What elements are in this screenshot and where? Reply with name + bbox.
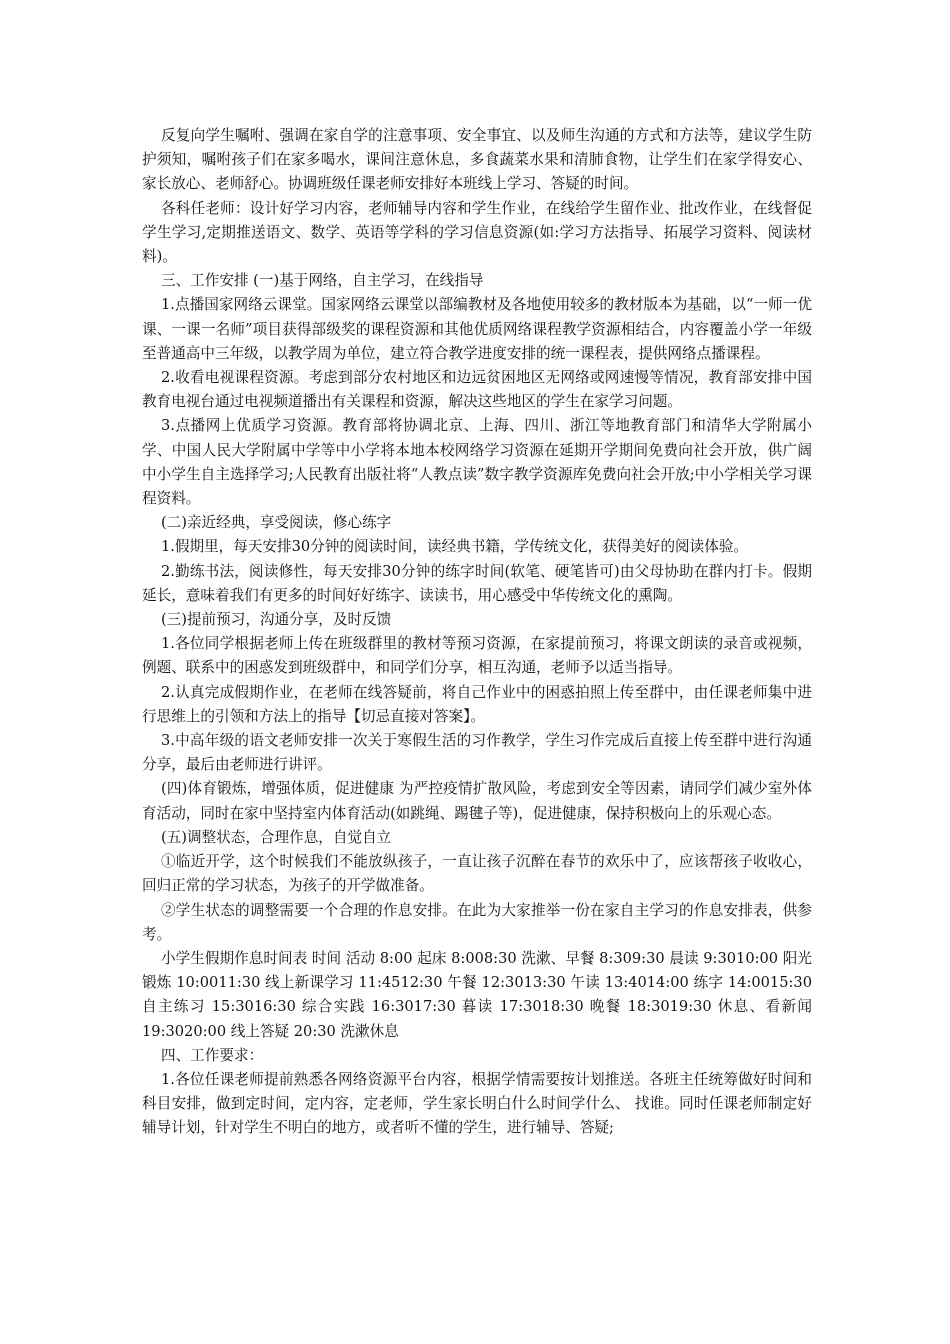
paragraph-composition: 3.中高年级的语文老师安排一次关于寒假生活的习作教学，学生习作完成后直接上传至群中进行沟通分享，最后由老师进行讲评。 [142, 732, 812, 774]
paragraph-online-resources: 3.点播网上优质学习资源。教育部将协调北京、上海、四川、浙江等地教育部门和清华大学附属小学、中国人民大学附属中学等中小学将本地本校网络学习资源在延期开学期间免费向社会开放，供广阔中小学生自主选择学习;人民教育出版社将“人教点读”数字教学资源库免费向社会开放;中小学相关学习课程资料。 [142, 417, 812, 508]
paragraph-teacher-requirements: 1.各位任课老师提前熟悉各网络资源平台内容，根据学情需要按计划推送。各班主任统筹做好时间和科目安排，做到定时间，定内容，定老师，学生家长明白什么时间学什么、 找谁。同时任课老师制定好辅导计划，针对学生不明白的地方，或者听不懂的学生，进行辅导、答疑; [142, 1070, 812, 1137]
heading-preview-share: (三)提前预习，沟通分享，及时反馈 [160, 611, 392, 629]
paragraph-schedule-intro: ②学生状态的调整需要一个合理的作息安排。在此为大家推举一份在家自主学习的作息安排表，供参考。 [142, 901, 812, 943]
document-body [142, 124, 812, 1141]
paragraph-physical-exercise: (四)体育锻炼，增强体质，促进健康 为严控疫情扩散风险，考虑到安全等因素，请同学们减少室外体育活动，同时在家中坚持室内体育活动(如跳绳、踢毽子等)，促进健康，保持积极向上的乐观心态。 [142, 780, 812, 822]
paragraph-parent-reminders: 反复向学生嘱咐、强调在家自学的注意事项、安全事宜、以及师生沟通的方式和方法等，建议学生防护须知，嘱咐孩子们在家多喝水，课间注意休息，多食蔬菜水果和清肺食物，让学生们在家学得安心、家长放心、老师舒心。协调班级任课老师安排好本班线上学习、答疑的时间。 [142, 127, 812, 193]
heading-adjust-state: (五)调整状态，合理作息，自觉自立 [160, 828, 392, 846]
heading-work-arrangement: 三、工作安排 (一)基于网络，自主学习，在线指导 [160, 272, 484, 290]
paragraph-homework: 2.认真完成假期作业，在老师在线答疑前，将自己作业中的困惑拍照上传至群中，由任课老师集中进行思维上的引领和方法上的指导【切忌直接对答案】。 [142, 683, 812, 725]
paragraph-subject-teachers: 各科任老师：设计好学习内容，老师辅导内容和学生作业，在线给学生留作业、批改作业，在线督促学生学习,定期推送语文、数学、英语等学科的学习信息资源(如:学习方法指导、拓展学习资料、阅读材料)。 [142, 199, 812, 266]
paragraph-reading-time: 1.假期里，每天安排30分钟的阅读时间，读经典书籍，学传统文化，获得美好的阅读体验。 [160, 538, 749, 556]
paragraph-preview: 1.各位同学根据老师上传在班级群里的教材等预习资源，在家提前预习，将课文朗读的录音或视频，例题、联系中的困惑发到班级群中，和同学们分享，相互沟通，老师予以适当指导。 [142, 635, 812, 677]
paragraph-cloud-classroom: 1.点播国家网络云课堂。国家网络云课堂以部编教材及各地使用较多的教材版本为基础，以“一师一优课、一课一名师”项目获得部级奖的课程资源和其他优质网络课程教学资源相结合，内容覆盖小学一年级至普通高中三年级，以教学周为单位，建立符合教学进度安排的统一课程表，提供网络点播课程。 [142, 296, 812, 362]
heading-work-requirements: 四、工作要求： [160, 1046, 264, 1064]
paragraph-tv-courses: 2.收看电视课程资源。考虑到部分农村地区和边远贫困地区无网络或网速慢等情况，教育部安排中国教育电视台通过电视频道播出有关课程和资源，解决这些地区的学生在家学习问题。 [142, 369, 812, 411]
paragraph-return-focus: ①临近开学，这个时候我们不能放纵孩子，一直让孩子沉醉在春节的欢乐中了，应该帮孩子收收心，回归正常的学习状态，为孩子的开学做准备。 [142, 853, 812, 895]
paragraph-calligraphy: 2.勤练书法，阅读修性，每天安排30分钟的练字时间(软笔、硬笔皆可)由父母协助在群内打卡。假期延长，意味着我们有更多的时间好好练字、读读书，用心感受中华传统文化的熏陶。 [142, 562, 812, 604]
heading-reading-writing: (二)亲近经典，享受阅读，修心练字 [160, 514, 392, 532]
paragraph-daily-schedule: 小学生假期作息时间表 时间 活动 8:00 起床 8:008:30 洗漱、早餐 8:309:30 晨读 9:3010:00 阳光锻炼 10:0011:30 线上新课学习 11:4512:30 午餐 12:3013:30 午读 13:4014:00 练字 14:0015:30 自主练习 15:3016:30 综合实践 16:3017:30 暮读 17:3018:30 晚餐 18:3019:30 休息、看新闻 19:3020:00 线上答疑 20:30 洗漱休息 [142, 949, 812, 1040]
